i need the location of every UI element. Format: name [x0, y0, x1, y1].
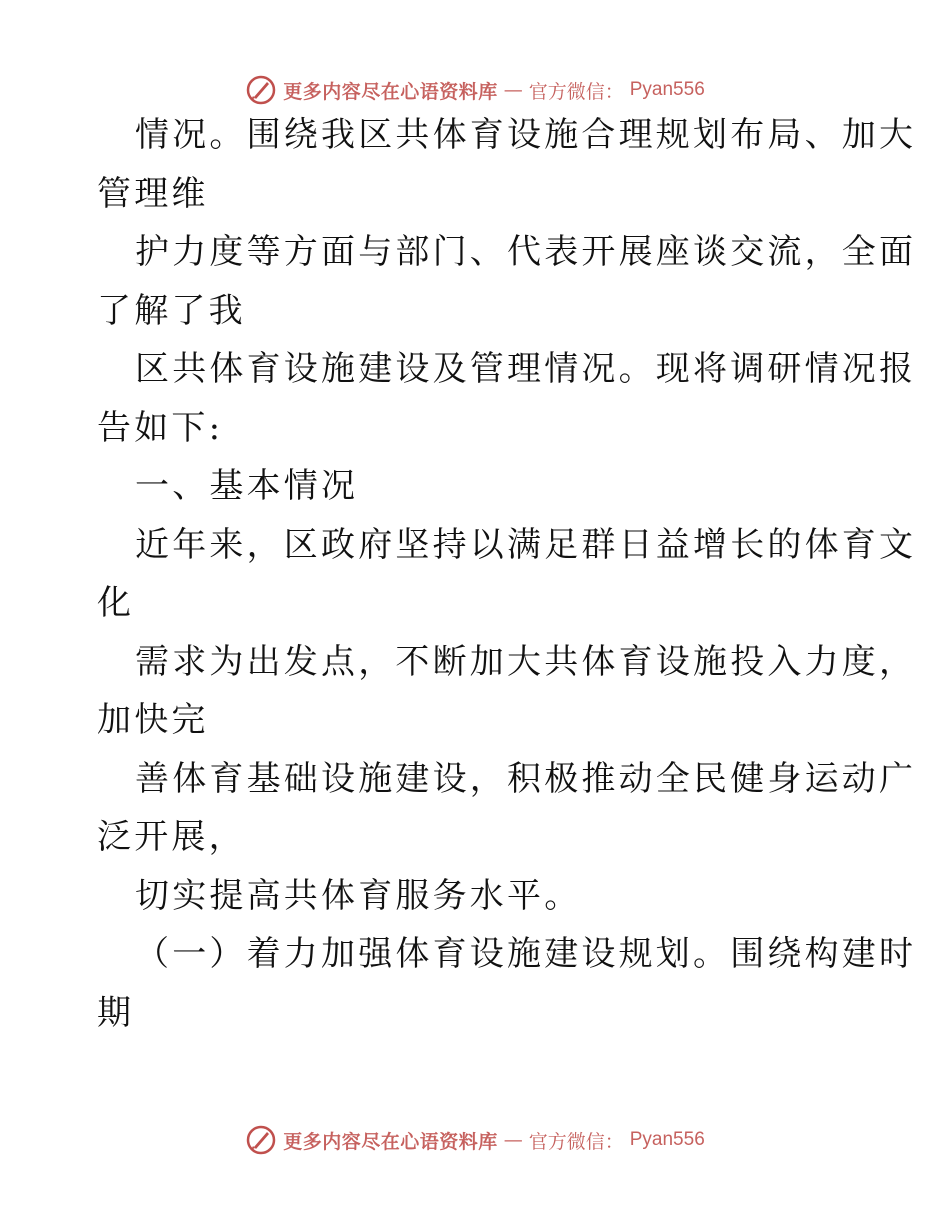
watermark-label: 官方微信： [528, 1130, 624, 1153]
quill-logo-icon [245, 74, 277, 106]
paragraph-line: 加快完 [97, 700, 209, 740]
watermark-text: 更多内容尽在心语资料库 [283, 80, 498, 103]
watermark-wechat-id: Pyan556 [629, 79, 705, 100]
paragraph-line: 一、基本情况 [135, 466, 359, 506]
watermark-wechat-id: Pyan556 [629, 1129, 705, 1150]
paragraph-line: 化 [97, 583, 135, 623]
paragraph-line: 善体育基础设施建设，积极推动全民健身运动广 [135, 758, 917, 799]
paragraph-line: 近年来，区政府坚持以满足群日益增长的体育文 [135, 524, 917, 565]
paragraph-line: 切实提高共体育服务水平。 [135, 875, 582, 916]
paragraph-line: 区共体育设施建设及管理情况。现将调研情况报 [135, 349, 917, 389]
watermark-dash: — [503, 1129, 523, 1151]
footer-watermark [0, 1120, 950, 1160]
paragraph-line: 告如下: [97, 407, 224, 448]
paragraph-line: 了解了我 [97, 290, 246, 331]
header-watermark [0, 70, 950, 110]
paragraph-line: 泛开展， [97, 817, 246, 857]
watermark-text: 更多内容尽在心语资料库 [283, 1130, 498, 1153]
paragraph-line: 护力度等方面与部门、代表开展座谈交流，全面 [135, 232, 917, 272]
paragraph-line: 期 [97, 992, 135, 1033]
paragraph-line: 情况。围绕我区共体育设施合理规划布局、加大 [135, 115, 917, 155]
paragraph-line: （一）着力加强体育设施建设规划。围绕构建时 [135, 934, 917, 974]
quill-logo-icon [245, 1124, 277, 1156]
watermark-dash: — [503, 79, 523, 101]
paragraph-line: 管理维 [97, 173, 209, 214]
watermark-label: 官方微信： [528, 80, 624, 103]
paragraph-line: 需求为出发点，不断加大共体育设施投入力度， [135, 641, 917, 682]
